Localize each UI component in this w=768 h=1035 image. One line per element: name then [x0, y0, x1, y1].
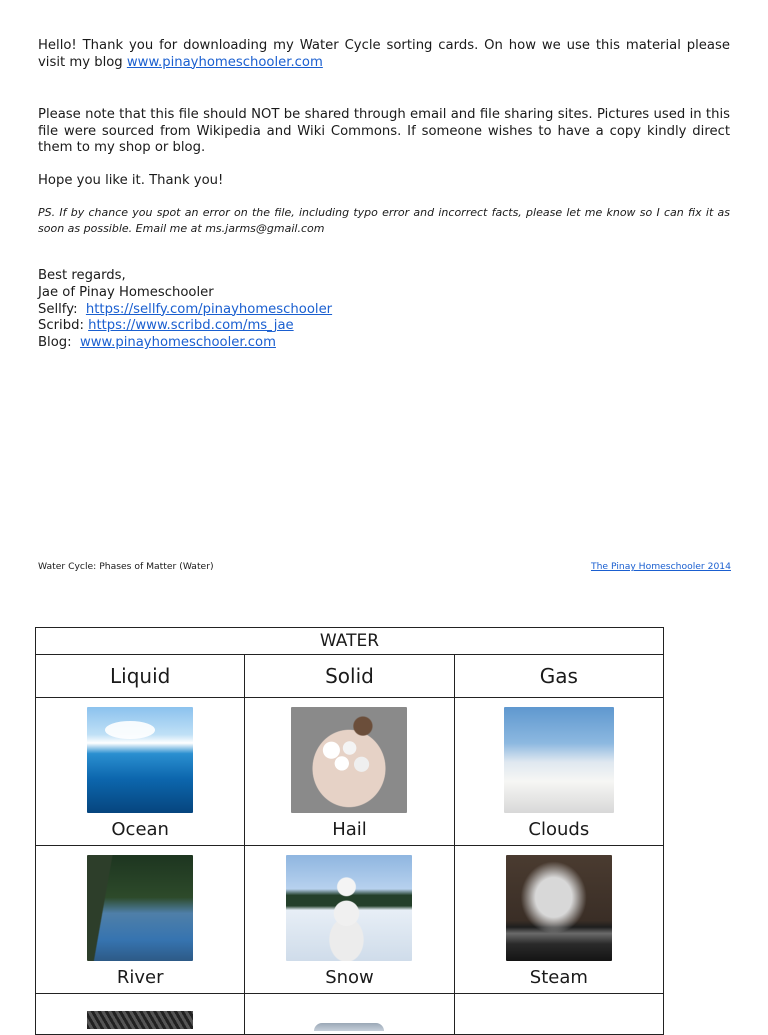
hail-picture	[291, 707, 407, 813]
snow-picture	[286, 855, 412, 961]
card-partial	[36, 994, 245, 1035]
sellfy-line	[38, 302, 730, 319]
column-header-gas: Gas	[454, 655, 663, 698]
card-label: Snow	[325, 967, 374, 988]
card-label: Ocean	[111, 819, 169, 840]
thanks-line: Hope you like it. Thank you!	[38, 172, 224, 188]
table-title: WATER	[36, 628, 664, 655]
card-label: Hail	[332, 819, 367, 840]
scribd-link[interactable]: https://www.scribd.com/ms_jae	[88, 318, 294, 334]
card-snow	[245, 846, 454, 994]
card-river	[36, 846, 245, 994]
intro-text: Hello! Thank you for downloading my Water Cycle sorting cards. On how we use this material please visit my blog	[38, 38, 730, 70]
blog-link[interactable]: www.pinayhomeschooler.com	[126, 54, 323, 70]
column-header-liquid: Liquid	[36, 655, 245, 698]
water-sorting-table	[35, 627, 664, 1035]
signature-greeting: Best regards,	[38, 268, 126, 283]
card-ocean	[36, 698, 245, 846]
partial-picture	[87, 1011, 193, 1029]
signature	[38, 268, 730, 352]
card-label: River	[116, 967, 164, 988]
signature-name: Jae of Pinay Homeschooler	[38, 284, 214, 300]
intro-paragraph	[38, 38, 730, 71]
partial-picture	[314, 1023, 384, 1031]
card-steam	[454, 846, 663, 994]
card-partial	[245, 994, 454, 1035]
blog-label: Blog:	[38, 335, 72, 351]
steam-picture	[506, 855, 612, 961]
intro-section	[38, 38, 730, 352]
card-empty	[454, 994, 663, 1035]
card-label: Steam	[529, 967, 588, 988]
column-header-solid: Solid	[245, 655, 454, 698]
footer-credit-link[interactable]: The Pinay Homeschooler 2014	[590, 561, 731, 572]
signature-blog-link[interactable]: www.pinayhomeschooler.com	[79, 335, 276, 351]
footer-title: Water Cycle: Phases of Matter (Water)	[38, 561, 214, 572]
card-label: Clouds	[528, 819, 590, 840]
card-clouds	[454, 698, 663, 846]
ps-note: PS. If by chance you spot an error on the file, including typo error and incorrect facts, please let me know so I can fix it as soon as possible. Email me at ms.jarms@gmail.com	[38, 206, 730, 235]
blog-line	[38, 335, 730, 352]
sellfy-link[interactable]: https://sellfy.com/pinayhomeschooler	[85, 301, 333, 317]
scribd-label: Scribd:	[38, 318, 84, 334]
clouds-picture	[504, 707, 614, 813]
ocean-picture	[87, 707, 193, 813]
sharing-notice: Please note that this file should NOT be shared through email and file sharing sites. Pictures used in this file were sourced from Wikipedia and Wiki Commons. If someone wishes to have a copy kindly direct them to my shop or blog.	[38, 107, 730, 155]
card-hail	[245, 698, 454, 846]
scribd-line	[38, 318, 730, 335]
river-picture	[87, 855, 193, 961]
sellfy-label: Sellfy:	[38, 301, 78, 317]
